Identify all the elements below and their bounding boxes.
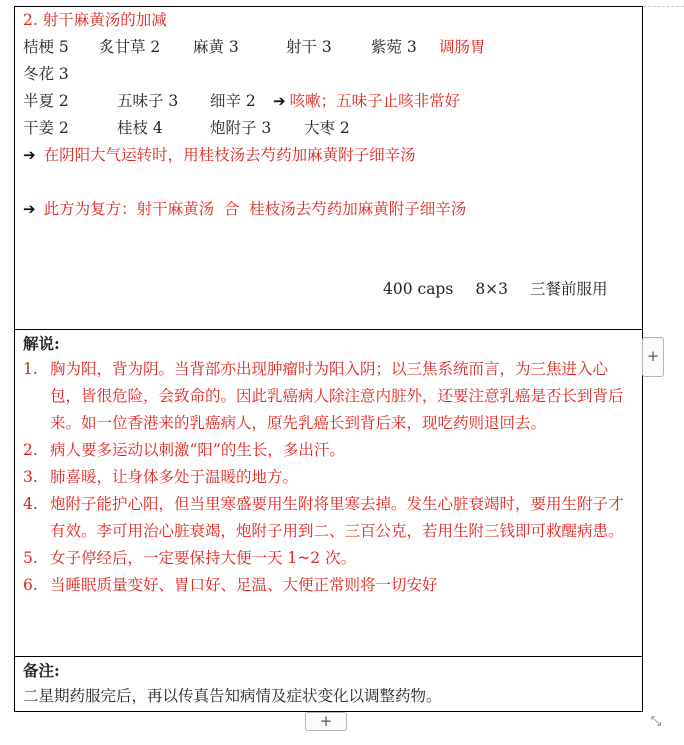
herb-item: 五味子 3: [117, 92, 179, 110]
herb-item: 麻黄 3: [193, 38, 239, 56]
note-text: 女子停经后，一定要保持大便一天 1~2 次。: [50, 549, 357, 567]
remarks-heading: 备注:: [23, 661, 60, 680]
add-column-button[interactable]: +: [642, 337, 664, 377]
herb-item: 半夏 2: [23, 92, 69, 110]
herb-item: 炙甘草 2: [99, 38, 161, 56]
herb-item: 细辛 2: [210, 92, 256, 110]
note-text: 胸为阳，背为阴。当背部亦出现肿瘤时为阳入阴；以三焦系统而言，为三焦进入心包，皆很危险，会致命的。因此乳癌病人除注意内脏外，还要注意乳癌是否长到背后来。如一位香港来的乳癌病人，原先乳癌长到背后来，现吃药则退回去。: [50, 360, 624, 432]
herb-item: 紫菀 3: [371, 38, 417, 56]
note-text: 当睡眠质量变好、胃口好、足温、大便正常则将一切安好: [50, 576, 438, 594]
herb-row-1: [23, 34, 642, 61]
note-number: 4.: [23, 495, 38, 513]
herb-row-note: 咳嗽；五味子止咳非常好: [289, 92, 461, 110]
herb-row-3: [23, 88, 642, 115]
note-text: 肺喜暖，让身体多处于温暖的地方。: [50, 468, 299, 486]
arrow-right-icon: ➔: [23, 146, 36, 164]
note-item: [23, 491, 636, 545]
note-item: [23, 437, 636, 464]
herb-row-4: [23, 115, 642, 142]
note-number: 2.: [23, 441, 38, 459]
notes-cell[interactable]: [15, 330, 642, 657]
note-number: 6.: [23, 576, 38, 594]
herb-item: 射干 3: [286, 38, 332, 56]
note-text: 病人要多运动以刺激“阳”的生长，多出汗。: [50, 441, 345, 459]
note-text: 炮附子能护心阳，但当里寒盛要用生附将里寒去掉。发生心脏衰竭时，要用生附子才有效。李可用治心脏衰竭，炮附子用到二、三百公克，若用生附三钱即可救醒病患。: [50, 495, 624, 540]
dosage-amount: 400 caps: [383, 280, 454, 298]
note-item: [23, 356, 636, 437]
dosage-frequency: 8×3: [475, 280, 509, 298]
herb-item: 干姜 2: [23, 119, 69, 137]
formula-title: 2. 射干麻黄汤的加减: [23, 11, 167, 29]
add-row-button[interactable]: +: [305, 712, 347, 731]
note-item: [23, 545, 636, 572]
herb-item: 大枣 2: [304, 119, 350, 137]
arrow-note-text: 在阴阳大气运转时，用桂枝汤去芍药加麻黄附子细辛汤: [43, 146, 416, 164]
herb-item: 炮附子 3: [210, 119, 272, 137]
herb-item: 桔梗 5: [23, 38, 69, 56]
remarks-cell[interactable]: [15, 657, 642, 711]
notes-heading: 解说:: [23, 334, 60, 353]
note-number: 1.: [23, 360, 38, 378]
note-item: [23, 572, 636, 599]
arrow-right-icon: ➔: [23, 200, 36, 218]
arrow-note-2: [23, 196, 642, 223]
herb-row-note: 调肠胃: [439, 38, 486, 56]
remarks-text: 二星期药服完后，再以传真告知病情及症状变化以调整药物。: [23, 687, 442, 705]
page-edge-dashed-line: [643, 6, 684, 7]
blank-line: [23, 169, 642, 196]
dosage-instruction: 三餐前服用: [530, 280, 608, 298]
prescription-table: [14, 6, 643, 712]
dosage-line: [383, 277, 608, 299]
herb-item: 冬花 3: [23, 65, 69, 83]
herb-row-note-wrap: [267, 88, 460, 115]
note-number: 3.: [23, 468, 38, 486]
note-number: 5.: [23, 549, 38, 567]
herb-row-2: [23, 61, 642, 88]
herb-item: 桂枝 4: [117, 119, 163, 137]
formula-cell[interactable]: [15, 7, 642, 330]
resize-handle-icon[interactable]: ⤡: [650, 714, 662, 729]
arrow-note-text: 此方为复方：射干麻黄汤 合 桂枝汤去芍药加麻黄附子细辛汤: [43, 200, 467, 218]
arrow-note-1: [23, 142, 642, 169]
arrow-right-icon: ➔: [273, 92, 286, 110]
note-item: [23, 464, 636, 491]
